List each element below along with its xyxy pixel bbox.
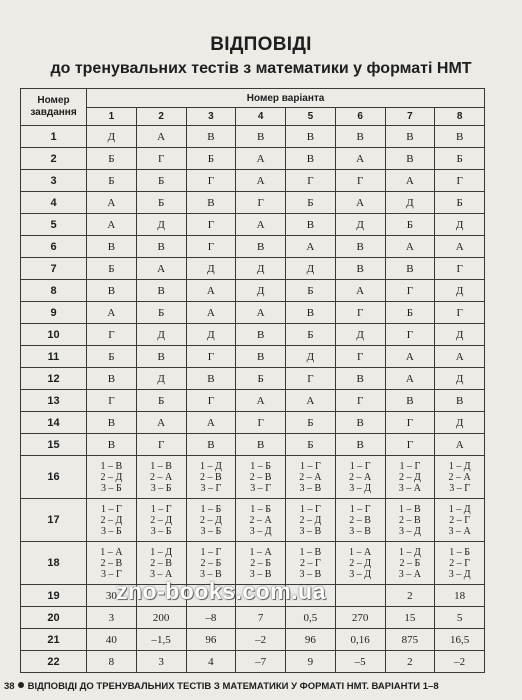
answer-cell: В — [236, 434, 286, 456]
answer-cell: Д — [435, 368, 485, 390]
numeric-answer-cell: –2 — [435, 651, 485, 673]
task-number: 12 — [21, 368, 87, 390]
answer-cell: Д — [136, 214, 186, 236]
matching-pair: 1 – Г — [349, 503, 371, 515]
matching-pair: 1 – Д — [448, 503, 471, 515]
matching-answer-cell — [385, 499, 435, 542]
answer-cell: А — [236, 170, 286, 192]
numeric-answer-cell: 9 — [286, 651, 336, 673]
matching-answer-cell — [186, 499, 236, 542]
answer-cell: Г — [335, 390, 385, 412]
header-variant-number: Номер варіанта — [87, 89, 485, 108]
table-row — [21, 499, 485, 542]
answer-cell: В — [136, 280, 186, 302]
answer-cell: А — [335, 280, 385, 302]
answer-cell: Б — [136, 390, 186, 412]
matching-answer-cell — [186, 456, 236, 499]
table-row — [21, 434, 485, 456]
task-number: 4 — [21, 192, 87, 214]
answer-cell: В — [87, 280, 137, 302]
matching-pair: 1 – Б — [200, 503, 222, 515]
matching-answer-cell — [236, 499, 286, 542]
answer-cell: А — [186, 280, 236, 302]
numeric-answer-cell: 200 — [136, 607, 186, 629]
matching-pair: 3 – В — [249, 568, 272, 580]
answer-cell: А — [385, 346, 435, 368]
matching-pair: 2 – Д — [398, 471, 421, 483]
answer-cell: В — [335, 412, 385, 434]
table-row — [21, 368, 485, 390]
answer-cell: Г — [136, 148, 186, 170]
numeric-answer-cell: –7 — [236, 651, 286, 673]
matching-pair: 1 – Г — [349, 460, 371, 472]
variant-header: 4 — [236, 108, 286, 126]
matching-pair: 1 – В — [299, 546, 322, 558]
answer-cell: Г — [136, 434, 186, 456]
matching-answer-cell — [286, 499, 336, 542]
answer-cell: Б — [385, 302, 435, 324]
answer-cell: Б — [87, 346, 137, 368]
matching-pair: 2 – В — [100, 557, 123, 569]
answer-cell: Г — [385, 412, 435, 434]
answer-cell: А — [87, 192, 137, 214]
task-number: 22 — [21, 651, 87, 673]
answer-cell: В — [335, 434, 385, 456]
table-row — [21, 629, 485, 651]
answer-cell: А — [87, 302, 137, 324]
answer-cell: В — [87, 434, 137, 456]
matching-pair: 1 – Д — [398, 546, 421, 558]
answer-cell: Б — [236, 368, 286, 390]
matching-pair: 1 – А — [249, 546, 272, 558]
matching-pair: 1 – Г — [150, 503, 172, 515]
matching-pair: 3 – Д — [349, 482, 372, 494]
variant-header-row — [21, 108, 485, 126]
answer-cell: В — [136, 346, 186, 368]
table-row — [21, 236, 485, 258]
matching-pair: 2 – Г — [449, 557, 471, 569]
matching-pair: 2 – Д — [150, 514, 173, 526]
answer-cell: Г — [335, 170, 385, 192]
variant-header: 3 — [186, 108, 236, 126]
answer-cell: Д — [385, 192, 435, 214]
matching-answer-cell — [136, 499, 186, 542]
answer-cell: А — [435, 434, 485, 456]
matching-pair: 1 – Б — [250, 503, 271, 515]
answer-cell: Б — [435, 192, 485, 214]
numeric-answer-cell: 875 — [385, 629, 435, 651]
table-row — [21, 390, 485, 412]
answer-cell: Д — [435, 412, 485, 434]
task-number: 17 — [21, 499, 87, 542]
matching-pair: 2 – Г — [299, 557, 321, 569]
answer-cell: В — [136, 236, 186, 258]
numeric-answer-cell: 3 — [87, 607, 137, 629]
matching-pair: 3 – Б — [101, 525, 122, 537]
matching-answer-cell — [435, 542, 485, 585]
numeric-answer-cell: 4 — [186, 651, 236, 673]
answer-cell: Г — [186, 236, 236, 258]
variant-header: 1 — [87, 108, 137, 126]
task-number: 8 — [21, 280, 87, 302]
answer-cell: Г — [385, 324, 435, 346]
answer-cell: В — [186, 368, 236, 390]
matching-pair: 2 – Б — [399, 557, 421, 569]
matching-pair: 2 – Б — [200, 557, 222, 569]
table-row — [21, 148, 485, 170]
matching-pair: 2 – В — [200, 471, 222, 483]
answer-cell: Г — [236, 412, 286, 434]
matching-pair: 3 – Г — [100, 568, 122, 580]
matching-pair: 2 – Д — [100, 471, 123, 483]
answer-cell: В — [385, 126, 435, 148]
answer-cell: Г — [385, 280, 435, 302]
answer-cell: Б — [186, 148, 236, 170]
matching-pair: 1 – А — [100, 546, 123, 558]
table-row — [21, 456, 485, 499]
answer-cell: Б — [286, 412, 336, 434]
answer-cell: А — [385, 170, 435, 192]
task-number: 3 — [21, 170, 87, 192]
matching-answer-cell — [385, 542, 435, 585]
answer-cell: Г — [435, 258, 485, 280]
answer-cell: В — [236, 236, 286, 258]
answer-cell: Б — [87, 258, 137, 280]
matching-pair: 1 – В — [150, 460, 172, 472]
answer-cell: А — [236, 214, 286, 236]
answer-cell: А — [236, 148, 286, 170]
answer-cell: В — [87, 368, 137, 390]
numeric-answer-cell: 15 — [385, 607, 435, 629]
answer-cell: В — [335, 368, 385, 390]
matching-answer-cell — [87, 456, 137, 499]
matching-pair: 2 – Д — [100, 514, 123, 526]
table-row — [21, 324, 485, 346]
matching-pair: 2 – А — [249, 514, 272, 526]
variant-header: 7 — [385, 108, 435, 126]
answer-cell: Г — [87, 390, 137, 412]
matching-pair: 2 – А — [349, 471, 372, 483]
task-number: 1 — [21, 126, 87, 148]
matching-pair: 1 – Д — [199, 460, 222, 472]
table-row — [21, 192, 485, 214]
matching-pair: 1 – Г — [299, 503, 321, 515]
answer-cell: В — [286, 214, 336, 236]
answer-cell: Г — [435, 170, 485, 192]
answer-cell: Д — [286, 258, 336, 280]
table-row — [21, 412, 485, 434]
answer-cell: А — [335, 192, 385, 214]
matching-pair: 3 – Б — [150, 525, 172, 537]
matching-answer-cell — [435, 456, 485, 499]
matching-pair: 3 – Г — [250, 482, 272, 494]
numeric-answer-cell: 2 — [385, 651, 435, 673]
variant-header: 2 — [136, 108, 186, 126]
matching-pair: 2 – Б — [250, 557, 271, 569]
footer-text: ВІДПОВІДІ ДО ТРЕНУВАЛЬНИХ ТЕСТІВ З МАТЕМАТИКИ У ФОРМАТІ НМТ. ВАРІАНТИ 1–8 — [27, 681, 439, 692]
matching-answer-cell — [335, 456, 385, 499]
matching-answer-cell — [335, 542, 385, 585]
answer-cell: В — [385, 148, 435, 170]
matching-pair: 1 – В — [100, 460, 123, 472]
task-number: 5 — [21, 214, 87, 236]
matching-pair: 3 – Б — [200, 525, 222, 537]
matching-answer-cell — [435, 499, 485, 542]
answer-cell: А — [87, 214, 137, 236]
matching-pair: 3 – Д — [398, 525, 421, 537]
answer-cell: В — [335, 236, 385, 258]
header-task-number: Номер завдання — [21, 89, 87, 126]
answer-cell: Б — [286, 280, 336, 302]
answer-cell: Б — [87, 148, 137, 170]
answer-cell: А — [236, 390, 286, 412]
answer-cell: Г — [335, 346, 385, 368]
answer-cell: В — [385, 258, 435, 280]
answer-cell: Г — [186, 214, 236, 236]
matching-pair: 2 – В — [399, 514, 421, 526]
table-row — [21, 607, 485, 629]
matching-pair: 3 – В — [349, 525, 371, 537]
matching-pair: 1 – Д — [150, 546, 173, 558]
table-row — [21, 346, 485, 368]
answer-cell: Б — [286, 324, 336, 346]
answer-cell: В — [87, 236, 137, 258]
numeric-answer-cell: 16,5 — [435, 629, 485, 651]
answer-cell: А — [136, 126, 186, 148]
answer-cell: Г — [186, 346, 236, 368]
answer-cell: В — [335, 126, 385, 148]
answer-cell: В — [87, 412, 137, 434]
numeric-answer-cell: 96 — [186, 629, 236, 651]
matching-pair: 3 – Д — [349, 568, 372, 580]
answer-cell: А — [136, 258, 186, 280]
task-number: 20 — [21, 607, 87, 629]
answer-cell: В — [286, 148, 336, 170]
answer-cell: Б — [286, 192, 336, 214]
matching-pair: 1 – Г — [299, 460, 321, 472]
task-number: 7 — [21, 258, 87, 280]
task-number: 14 — [21, 412, 87, 434]
answer-cell: А — [385, 236, 435, 258]
matching-pair: 3 – А — [150, 568, 173, 580]
task-number: 6 — [21, 236, 87, 258]
answer-cell: В — [186, 126, 236, 148]
matching-pair: 2 – А — [448, 471, 471, 483]
numeric-answer-cell: 2 — [385, 585, 435, 607]
matching-pair: 1 – В — [399, 503, 421, 515]
answer-cell: А — [385, 368, 435, 390]
matching-pair: 1 – Г — [100, 503, 122, 515]
answer-cell: Б — [385, 214, 435, 236]
variant-header: 6 — [335, 108, 385, 126]
table-row — [21, 280, 485, 302]
numeric-answer-cell: 8 — [87, 651, 137, 673]
matching-pair: 1 – Б — [250, 460, 271, 472]
matching-pair: 3 – Б — [150, 482, 172, 494]
answer-cell: Б — [136, 302, 186, 324]
matching-pair: 3 – Б — [101, 482, 122, 494]
answer-cell: А — [435, 346, 485, 368]
numeric-answer-cell: 0,5 — [286, 607, 336, 629]
matching-pair: 2 – Д — [349, 557, 372, 569]
answer-cell: Д — [87, 126, 137, 148]
numeric-answer-cell: 5 — [435, 607, 485, 629]
numeric-answer-cell: 96 — [286, 629, 336, 651]
answer-cell: Б — [286, 434, 336, 456]
variant-header: 5 — [286, 108, 336, 126]
page-subtitle: до тренувальних тестів з математики у форматі НМТ — [50, 60, 472, 77]
matching-pair: 2 – В — [249, 471, 272, 483]
numeric-answer-cell: 0,16 — [335, 629, 385, 651]
page-title: ВІДПОВІДІ — [210, 34, 312, 55]
answer-cell: Д — [435, 214, 485, 236]
task-number: 2 — [21, 148, 87, 170]
watermark: zno-books.com.ua — [116, 578, 326, 604]
table-row — [21, 170, 485, 192]
matching-pair: 2 – В — [150, 557, 172, 569]
table-row — [21, 214, 485, 236]
answer-cell: В — [236, 324, 286, 346]
answer-cell: А — [335, 148, 385, 170]
answer-cell: Д — [435, 280, 485, 302]
answer-cell: Г — [186, 170, 236, 192]
answer-cell: Г — [286, 170, 336, 192]
numeric-answer-cell: –2 — [236, 629, 286, 651]
task-number: 9 — [21, 302, 87, 324]
answer-cell: В — [236, 126, 286, 148]
answer-cell: Д — [186, 258, 236, 280]
numeric-answer-cell: 270 — [335, 607, 385, 629]
answer-cell: А — [186, 412, 236, 434]
task-number: 19 — [21, 585, 87, 607]
answer-cell: Г — [335, 302, 385, 324]
numeric-answer-cell: –5 — [335, 651, 385, 673]
answer-cell: Г — [186, 390, 236, 412]
matching-pair: 2 – В — [349, 514, 371, 526]
answer-cell: Б — [87, 170, 137, 192]
table-row — [21, 126, 485, 148]
task-number: 16 — [21, 456, 87, 499]
matching-pair: 2 – Д — [199, 514, 222, 526]
answer-cell: Д — [335, 324, 385, 346]
answer-cell: В — [385, 390, 435, 412]
task-number: 11 — [21, 346, 87, 368]
numeric-answer-cell — [335, 585, 385, 607]
answer-cell: Б — [136, 192, 186, 214]
matching-pair: 3 – Г — [200, 482, 222, 494]
matching-answer-cell — [385, 456, 435, 499]
answer-cell: Б — [136, 170, 186, 192]
matching-pair: 1 – Б — [449, 546, 471, 558]
task-number: 21 — [21, 629, 87, 651]
task-number: 15 — [21, 434, 87, 456]
matching-pair: 1 – Г — [200, 546, 222, 558]
matching-pair: 3 – В — [299, 525, 322, 537]
answer-cell: В — [286, 302, 336, 324]
table-row — [21, 651, 485, 673]
answer-cell: А — [186, 302, 236, 324]
matching-pair: 3 – В — [200, 568, 222, 580]
answer-cell: В — [435, 390, 485, 412]
bullet-icon — [18, 682, 24, 688]
matching-pair: 1 – А — [349, 546, 372, 558]
matching-pair: 3 – А — [448, 525, 471, 537]
matching-answer-cell — [335, 499, 385, 542]
answer-cell: Г — [236, 192, 286, 214]
numeric-answer-cell: –1,5 — [136, 629, 186, 651]
answer-cell: Д — [136, 324, 186, 346]
answer-cell: В — [435, 126, 485, 148]
matching-answer-cell — [87, 499, 137, 542]
answer-cell: В — [186, 434, 236, 456]
matching-pair: 3 – А — [398, 482, 421, 494]
answer-cell: А — [136, 412, 186, 434]
task-number: 13 — [21, 390, 87, 412]
matching-answer-cell — [136, 456, 186, 499]
answer-cell: Д — [236, 280, 286, 302]
numeric-answer-cell: 30 — [87, 585, 137, 607]
table-row — [21, 258, 485, 280]
answer-cell: А — [286, 236, 336, 258]
numeric-answer-cell: 40 — [87, 629, 137, 651]
answer-cell: Б — [435, 148, 485, 170]
matching-pair: 2 – А — [299, 471, 322, 483]
matching-pair: 3 – Д — [249, 525, 272, 537]
task-number: 18 — [21, 542, 87, 585]
answer-cell: В — [286, 126, 336, 148]
answer-cell: Г — [286, 368, 336, 390]
matching-pair: 2 – Г — [449, 514, 471, 526]
matching-answer-cell — [236, 456, 286, 499]
matching-pair: 3 – А — [398, 568, 421, 580]
answer-cell: Д — [236, 258, 286, 280]
answer-cell: Г — [87, 324, 137, 346]
answer-cell: А — [236, 302, 286, 324]
answer-cell: В — [236, 346, 286, 368]
answer-cell: А — [286, 390, 336, 412]
answer-cell: Д — [186, 324, 236, 346]
matching-pair: 3 – Г — [449, 482, 471, 494]
matching-pair: 3 – В — [299, 568, 322, 580]
answer-cell: Д — [435, 324, 485, 346]
matching-pair: 2 – А — [150, 471, 173, 483]
numeric-answer-cell: 3 — [136, 651, 186, 673]
answer-cell: Г — [435, 302, 485, 324]
answer-cell: В — [335, 258, 385, 280]
answer-cell: Г — [385, 434, 435, 456]
answer-cell: Д — [136, 368, 186, 390]
answer-cell: В — [186, 192, 236, 214]
table-row — [21, 302, 485, 324]
answer-cell: А — [435, 236, 485, 258]
variant-header: 8 — [435, 108, 485, 126]
matching-pair: 3 – Д — [448, 568, 471, 580]
answer-cell: Д — [335, 214, 385, 236]
numeric-answer-cell: 7 — [236, 607, 286, 629]
matching-answer-cell — [286, 456, 336, 499]
answer-cell: Д — [286, 346, 336, 368]
page-number: 38 — [4, 681, 15, 692]
page-footer — [4, 681, 514, 692]
matching-pair: 1 – Г — [399, 460, 421, 472]
numeric-answer-cell: –8 — [186, 607, 236, 629]
numeric-answer-cell: 18 — [435, 585, 485, 607]
task-number: 10 — [21, 324, 87, 346]
matching-pair: 1 – Д — [448, 460, 471, 472]
matching-pair: 2 – Д — [299, 514, 322, 526]
matching-pair: 3 – В — [299, 482, 322, 494]
